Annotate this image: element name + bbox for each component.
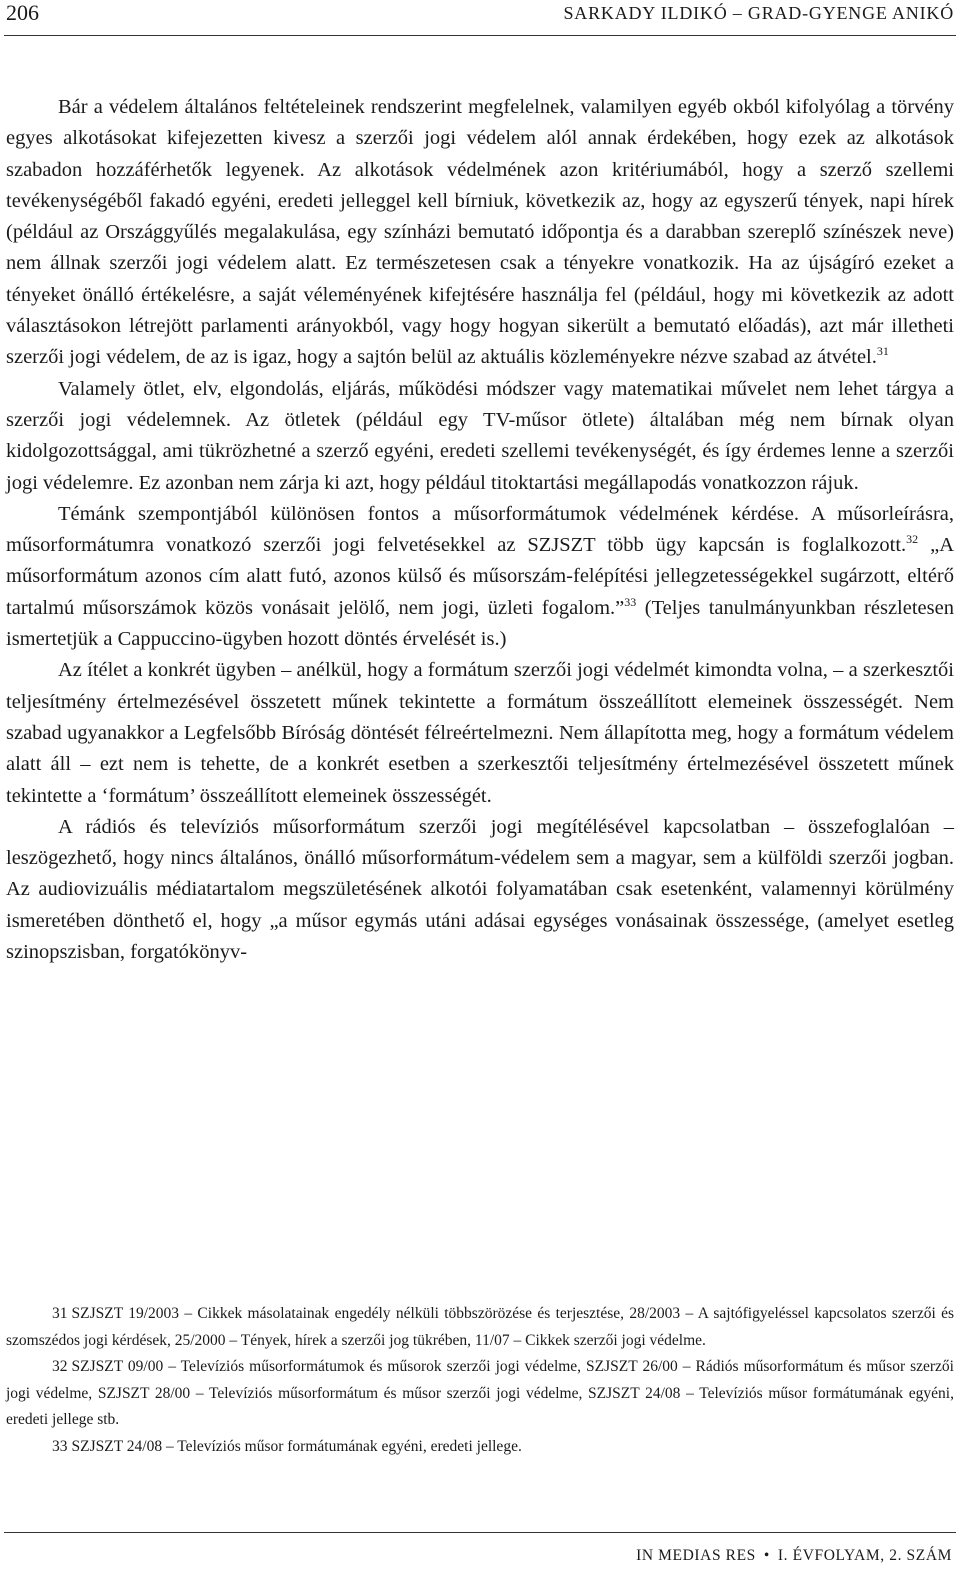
footnote-number: 31: [52, 1305, 68, 1322]
journal-name: IN MEDIAS RES: [636, 1547, 756, 1564]
page-header: [0, 0, 960, 38]
paragraph-5: A rádiós és televíziós műsorformátum szerzői jogi megítélésével kapcsolatban – összefoglalóan – leszögezhető, hogy nincs általános, önálló műsorformátum-védelem sem a magyar, sem a külföldi szerzői jogban. Az audiovizuális médiatartalom megszületésének alkotói folyamatában csak esetenként, valamennyi körülmény ismeretében dönthető el, hogy „a műsor egymás utáni adásai egységes vonásainak összessége, (amelyet esetleg szinopszisban, forgatókönyv-: [6, 815, 954, 964]
footnote-text: SZJSZT 19/2003 – Cikkek másolatainak engedély nélküli többszörözése és terjesztése, 28/2003 – A sajtófigyeléssel kapcsolatos szerzői és szomszédos jogi kérdések, 25/2000 – Tények, hírek a szerzői jog tükrében, 11/07 – Cikkek szerzői jogi védelme.: [6, 1305, 954, 1349]
footnote-ref-33[interactable]: 33: [624, 594, 637, 609]
page-footer: [636, 1546, 952, 1566]
footnote-32: [6, 1354, 954, 1434]
footnote-text: SZJSZT 09/00 – Televíziós műsorformátumok és műsorok szerzői jogi védelme, SZJSZT 26/00 – Rádiós műsorformátum és műsor szerzői jogi védelme, SZJSZT 28/00 – Televíziós műsorformátum és műsor szerzői jogi védelme, SZJSZT 24/08 – Televíziós műsor formátumának egyéni, eredeti jellege stb.: [6, 1358, 954, 1428]
footnote-31: [6, 1301, 954, 1354]
article-body: [6, 92, 954, 968]
footer-separator: •: [763, 1547, 770, 1564]
footer-rule: [4, 1532, 956, 1533]
header-rule: [4, 35, 956, 36]
paragraph-3: Témánk szempontjából különösen fontos a műsorformátumok védelmének kérdése. A műsorleírásra, műsorformátumra vonatkozó szerzői jogi felvetésekkel az SZJSZT több ügy kapcsán is foglalkozott.$^{32}$ „A műsorformátum azonos cím alatt futó, azonos külső és műsorszám-felépítési jellegzetességekkel sugárzott, eltérő tartalmú műsorszámok közös vonásait jelölő, nem jogi, üzleti fogalom.”$^{33}$ (Teljes tanulmányunkban részletesen ismertetjük a Cappuccino-ügyben hozott döntés érvelését is.): [6, 502, 955, 651]
paragraph-1: Bár a védelem általános feltételeinek rendszerint megfelelnek, valamilyen egyéb okból kifolyólag a törvény egyes alkotásokat kifejezetten kivesz a szerzői jogi védelem alól annak érdekében, hogy ezek az alkotások szabadon hozzáférhetők legyenek. Az alkotások védelmének azon kritériumából, hogy a szerző szellemi tevékenységéből fakadó egyéni, eredeti jelleggel kell bírniuk, következik az, hogy az egyszerű tények, napi hírek (például az Országgyűlés megalakulása, egy színházi bemutató időpontja és a darabban szereplő színészek neve) nem állnak szerzői jogi védelem alatt. Ez természetesen csak a tényekre vonatkozik. Ha az újságíró ezeket a tényeket önálló értékelésre, a saját véleményének kifejtésére használja fel (például, hogy mi következik az adott választásokon létrejött parlamenti arányokból, vagy hogy hogyan sikerült a bemutató előadás), azt már illetheti szerzői jogi védelem, de az is igaz, hogy a sajtón belül az aktuális közleményekre nézve szabad az átvétel.$^{31}$: [6, 96, 954, 369]
paragraph-4: Az ítélet a konkrét ügyben – anélkül, hogy a formátum szerzői jogi védelmét kimondta volna, – a szerkesztői teljesítmény értelmezésével összetett műnek tekintette a formátum összeállított elemeinek összességét. Nem szabad ugyanakkor a Legfelsőbb Bíróság döntését félreértelmezni. Nem állapította meg, hogy a formátum védelem alatt áll – ezt nem is tehette, de a konkrét esetben a szerkesztői teljesítmény értelmezésével összetett műnek tekintette a ‘formátum’ összeállított elemeinek összességét.: [6, 659, 954, 807]
issue-info: I. ÉVFOLYAM, 2. SZÁM: [777, 1547, 952, 1564]
footnote-number: 33: [52, 1437, 68, 1455]
running-title: SARKADY ILDIKÓ – GRAD-GYENGE ANIKÓ: [563, 3, 954, 23]
footnote-33: [6, 1434, 954, 1461]
footnote-ref-32[interactable]: 32: [906, 532, 919, 547]
footnotes: [6, 1301, 954, 1460]
footnote-ref-31[interactable]: 31: [876, 344, 889, 359]
paragraph-2: Valamely ötlet, elv, elgondolás, eljárás, működési módszer vagy matematikai művelet nem lehet tárgya a szerzői jogi védelemnek. Az ötletek (például egy TV-műsor ötlete) általában még nem bírnak olyan kidolgozottsággal, ami tükrözhetné a szerző egyéni, eredeti szellemi tevékenységét, és így érdemes lenne a szerzői jogi védelemre. Ez azonban nem zárja ki azt, hogy például titoktartási megállapodás vonatkozzon rájuk.: [6, 377, 954, 494]
footnote-number: 32: [52, 1358, 68, 1375]
page-number: 206: [6, 0, 39, 25]
footnote-text: SZJSZT 24/08 – Televíziós műsor formátumának egyéni, eredeti jellege.: [71, 1437, 522, 1455]
